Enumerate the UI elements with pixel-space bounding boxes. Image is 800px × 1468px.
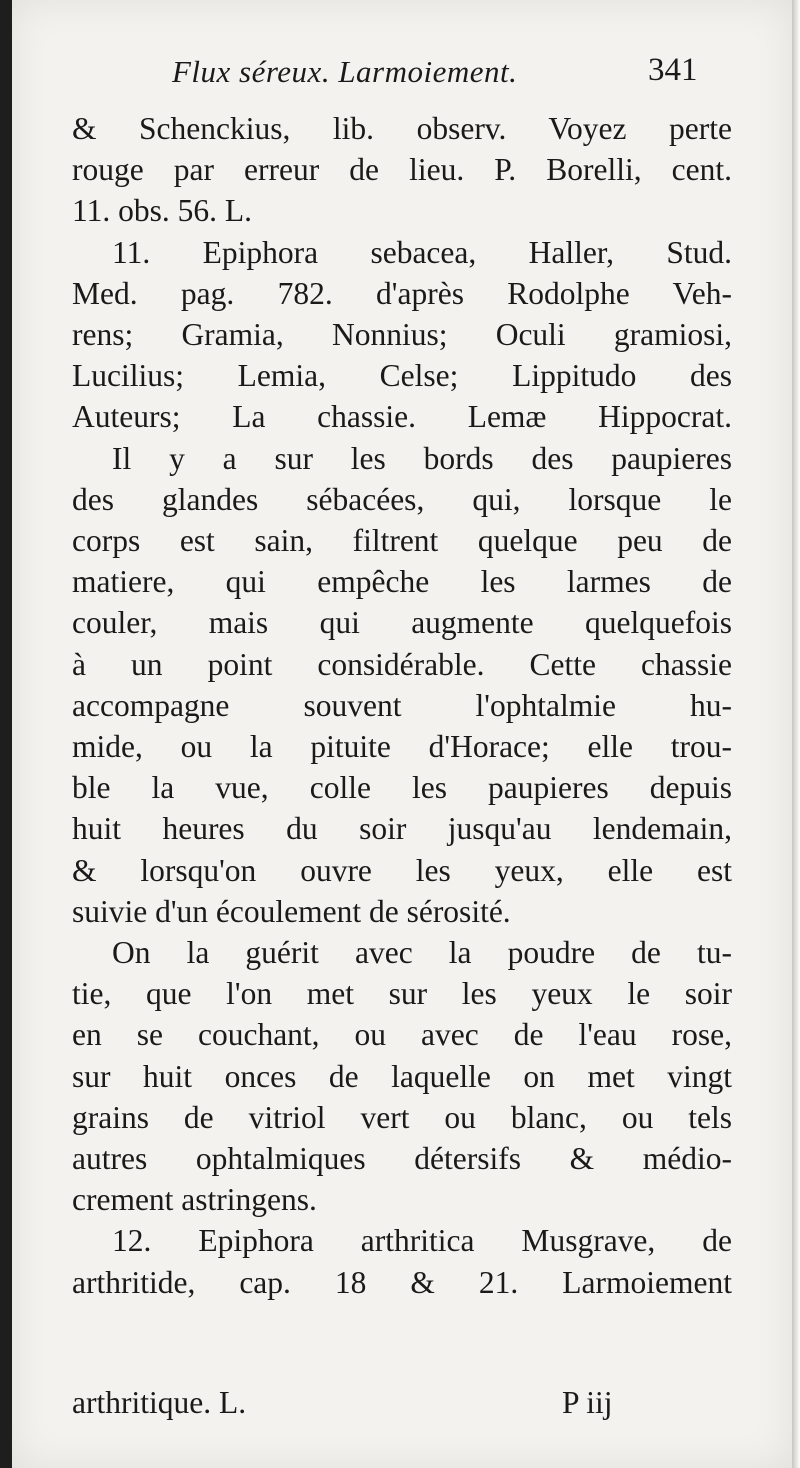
text-line: des glandes sébacées, qui, lorsque le [72,481,732,517]
text-line: & lorsqu'on ouvre les yeux, elle est [72,852,732,888]
text-line: Lucilius; Lemia, Celse; Lippitudo des [72,358,732,394]
text-line: huit heures du soir jusqu'au lendemain, [72,811,732,847]
entry-12 [72,1220,732,1302]
running-title: Flux séreux. Larmoiement. [172,54,518,89]
text-line: arthritique. L. [72,1385,247,1420]
text-line: sur huit onces de laquelle on met vingt [72,1058,732,1094]
text-line: matiere, qui empêche les larmes de [72,564,732,600]
text-line: On la guérit avec la poudre de tu- [112,935,732,971]
body-text [72,108,732,1303]
paragraph-description [72,438,732,932]
text-line: Med. pag. 782. d'après Rodolphe Veh- [72,275,732,311]
text-line: mide, ou la pituite d'Horace; elle trou- [72,729,732,765]
text-line: suivie d'un écoulement de sérosité. [72,893,511,929]
book-page [12,0,792,1468]
text-line: rens; Gramia, Nonnius; Oculi gramiosi, [72,317,732,353]
text-line: Auteurs; La chassie. Lemæ Hippocrat. [72,399,732,435]
text-line: corps est sain, filtrent quelque peu de [72,523,732,559]
text-line: ble la vue, colle les paupieres depuis [72,770,732,806]
text-line: accompagne souvent l'ophtalmie hu- [72,687,732,723]
text-line: crement astringens. [72,1182,317,1218]
text-line: arthritide, cap. 18 & 21. Larmoiement [72,1264,732,1300]
signature-mark: P iij [562,1385,613,1420]
text-line: 12. Epiphora arthritica Musgrave, de [112,1223,732,1259]
paragraph-treatment [72,932,732,1220]
text-line: autres ophtalmiques détersifs & médio- [72,1141,732,1177]
entry-11 [72,232,732,438]
page-footer [72,1385,732,1429]
text-line: en se couchant, ou avec de l'eau rose, [72,1017,732,1053]
text-line: couler, mais qui augmente quelquefois [72,605,732,641]
text-line: à un point considérable. Cette chassie [72,646,732,682]
text-line: grains de vitriol vert ou blanc, ou tels [72,1099,732,1135]
text-line: 11. obs. 56. L. [72,193,252,229]
page-number: 341 [648,52,698,88]
page-header [12,50,792,100]
text-line: tie, que l'on met sur les yeux le soir [72,976,732,1012]
text-line: rouge par erreur de lieu. P. Borelli, cent. [72,152,732,188]
text-line: 11. Epiphora sebacea, Haller, Stud. [112,234,732,270]
text-line: & Schenckius, lib. observ. Voyez perte [72,111,732,146]
text-line: Il y a sur les bords des paupieres [112,440,732,476]
page-edge [792,0,800,1468]
paragraph-continuation [72,108,732,232]
